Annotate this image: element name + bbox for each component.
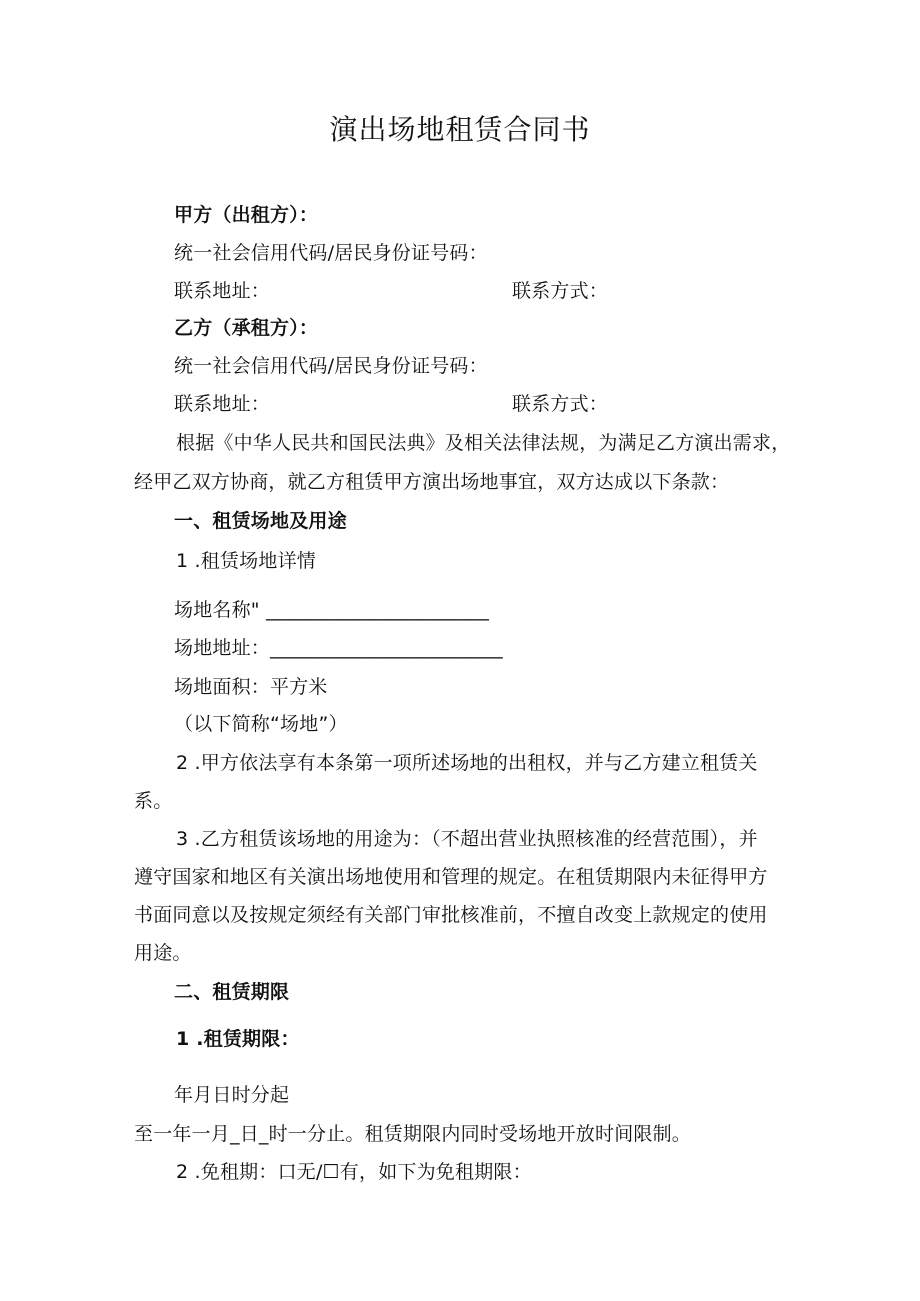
lease-start: 年月日时分起 [174,1084,290,1106]
party-b-address-label: 联系地址： [174,393,271,415]
preamble-line: 经甲乙双方协商，就乙方租赁甲方演出场地事宜，双方达成以下条款： [134,471,730,493]
document-title: 演出场地租赁合同书 [329,113,591,146]
clause-title: 1 .租赁场地详情 [176,550,316,572]
party-b-heading: 乙方（承租方）： [174,317,319,339]
lease-end: 至一年一月_日_时一分止。租赁期限内同时受场地开放时间限制。 [134,1123,692,1145]
clause-text: 2 .甲方依法享有本条第一项所述场地的出租权，并与乙方建立租赁关 [176,752,758,774]
party-b-contact-label: 联系方式： [512,393,609,415]
venue-address-field: 场地地址：________________________ [174,637,503,659]
preamble-line: 根据《中华人民共和国民法典》及相关法律法规，为满足乙方演出需求， [176,432,791,454]
abbreviation-note: （以下简称“场地”） [174,713,348,735]
clause-text: 3 .乙方租赁该场地的用途为：（不超出营业执照核准的经营范围），并 [176,828,758,850]
clause-text: 系。 [134,790,173,812]
party-b-id-label: 统一社会信用代码/居民身份证号码： [174,355,488,377]
venue-area-field: 场地面积：平方米 [174,676,328,698]
section-heading: 二、租赁期限 [174,981,290,1003]
party-a-contact-label: 联系方式： [512,280,609,302]
clause-text: 遵守国家和地区有关演出场地使用和管理的规定。在租赁期限内未征得甲方 [134,866,768,888]
party-a-id-label: 统一社会信用代码/居民身份证号码： [174,242,488,264]
clause-text: 用途。 [134,942,192,964]
party-a-address-label: 联系地址： [174,280,271,302]
rent-free-clause: 2 .免租期：口无/☐有，如下为免租期限： [176,1161,532,1183]
party-a-heading: 甲方（出租方）： [174,204,319,226]
section-heading: 一、租赁场地及用途 [174,510,347,532]
clause-title: 1 .租赁期限： [176,1028,300,1050]
venue-name-field: 场地名称" _______________________ [174,599,490,621]
clause-text: 书面同意以及按规定须经有关部门审批核准前，不擅自改变上款规定的使用 [134,904,768,926]
